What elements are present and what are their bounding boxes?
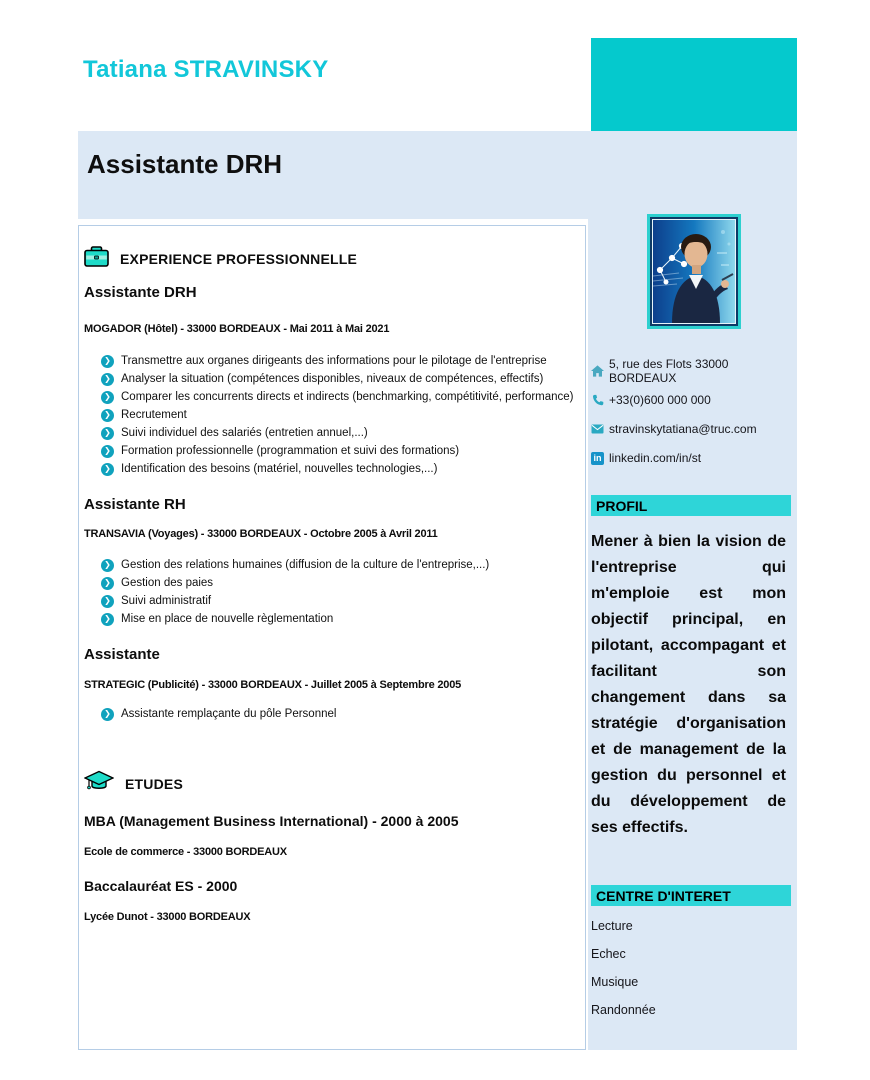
main-panel <box>78 225 586 1050</box>
chevron-circle-icon <box>101 355 114 368</box>
chevron-circle-icon <box>101 463 114 476</box>
interests-list <box>591 919 789 1017</box>
experience-section-header <box>84 246 579 272</box>
chevron-circle-icon <box>101 427 114 440</box>
bullet-list <box>84 352 579 478</box>
interests-section-title: CENTRE D'INTERET <box>596 887 731 904</box>
bullet-list <box>84 705 579 723</box>
job-heading: Assistante RH <box>84 496 186 513</box>
interests-section-band <box>591 885 791 906</box>
candidate-name: Tatiana STRAVINSKY <box>83 56 329 83</box>
chevron-circle-icon <box>101 445 114 458</box>
education-title: MBA (Management Business International) - 2000 à 2005 <box>84 813 459 829</box>
graduation-cap-icon <box>84 770 114 798</box>
education-meta: Lycée Dunot - 33000 BORDEAUX <box>84 911 251 923</box>
interest-item: Echec <box>591 947 626 961</box>
header-accent-block <box>591 38 797 131</box>
profile-section-band <box>591 495 791 516</box>
chevron-circle-icon <box>101 595 114 608</box>
interest-item: Musique <box>591 975 639 989</box>
bullet-text: Identification des besoins (matériel, nouvelles technologies,...) <box>121 463 438 475</box>
bullet-item <box>101 442 579 460</box>
bullet-item <box>101 592 579 610</box>
contact-row-address <box>591 357 789 385</box>
bullet-text: Gestion des relations humaines (diffusion de la culture de l'entreprise,...) <box>121 559 490 571</box>
bullet-item <box>101 406 579 424</box>
bullet-text: Transmettre aux organes dirigeants des informations pour le pilotage de l'entreprise <box>121 355 547 367</box>
bullet-text: Recrutement <box>121 409 187 421</box>
bullet-text: Comparer les concurrents directs et indirects (benchmarking, compétitivité, performance) <box>121 391 574 403</box>
job-meta: TRANSAVIA (Voyages) - 33000 BORDEAUX - Octobre 2005 à Avril 2011 <box>84 528 438 540</box>
interest-item: Randonnée <box>591 1003 656 1017</box>
bullet-text: Mise en place de nouvelle règlementation <box>121 613 334 625</box>
education-section-header <box>84 771 579 797</box>
job-title-band <box>78 131 797 219</box>
chevron-circle-icon <box>101 708 114 721</box>
bullet-text: Analyser la situation (compétences disponibles, niveaux de compétences, effectifs) <box>121 373 544 385</box>
job-title: Assistante DRH <box>87 149 283 179</box>
bullet-list <box>84 556 579 628</box>
bullet-item <box>101 424 579 442</box>
bullet-text: Gestion des paies <box>121 577 214 589</box>
briefcase-icon <box>84 246 109 272</box>
contact-row-linkedin <box>591 451 789 465</box>
bullet-item <box>101 705 579 723</box>
interest-item: Lecture <box>591 919 633 933</box>
profile-section-title: PROFIL <box>596 497 648 514</box>
bullet-item <box>101 352 579 370</box>
home-icon <box>591 365 604 377</box>
bullet-item <box>101 574 579 592</box>
profile-text: Mener à bien la vision de l'entreprise qui m'emploie est mon objectif principal, en pilotant, accompagant et facilitant son changement dans sa stratégie d'organisation et de management de la gestion du personnel et du développement de ses effectifs. <box>591 533 786 836</box>
contact-email: stravinskytatiana@truc.com <box>609 422 757 436</box>
sidebar <box>588 219 797 1050</box>
job-heading: Assistante DRH <box>84 284 197 301</box>
contact-phone: +33(0)600 000 000 <box>609 393 711 407</box>
bullet-text: Suivi individuel des salariés (entretien annuel,...) <box>121 427 368 439</box>
education-meta: Ecole de commerce - 33000 BORDEAUX <box>84 846 287 858</box>
chevron-circle-icon <box>101 409 114 422</box>
envelope-icon <box>591 424 604 434</box>
bullet-item <box>101 460 579 478</box>
bullet-item <box>101 556 579 574</box>
contact-row-email <box>591 422 789 436</box>
bullet-item <box>101 370 579 388</box>
education-title: Baccalauréat ES - 2000 <box>84 878 238 894</box>
job-meta: STRATEGIC (Publicité) - 33000 BORDEAUX - Juillet 2005 à Septembre 2005 <box>84 679 462 691</box>
chevron-circle-icon <box>101 373 114 386</box>
bullet-item <box>101 610 579 628</box>
experience-section-title: EXPERIENCE PROFESSIONNELLE <box>120 251 358 267</box>
education-section-title: ETUDES <box>125 776 183 792</box>
contact-row-phone <box>591 393 789 407</box>
job-heading: Assistante <box>84 646 160 663</box>
bullet-text: Assistante remplaçante du pôle Personnel <box>121 708 337 720</box>
linkedin-icon: in <box>591 452 604 465</box>
contact-address: 5, rue des Flots 33000 BORDEAUX <box>609 357 729 385</box>
bullet-item <box>101 388 579 406</box>
chevron-circle-icon <box>101 559 114 572</box>
chevron-circle-icon <box>101 613 114 626</box>
job-meta: MOGADOR (Hôtel) - 33000 BORDEAUX - Mai 2011 à Mai 2021 <box>84 323 390 335</box>
chevron-circle-icon <box>101 577 114 590</box>
bullet-text: Suivi administratif <box>121 595 212 607</box>
bullet-text: Formation professionnelle (programmation et suivi des formations) <box>121 445 460 457</box>
profile-photo <box>647 214 741 329</box>
chevron-circle-icon <box>101 391 114 404</box>
phone-icon <box>591 394 604 406</box>
contact-linkedin: linkedin.com/in/st <box>609 451 702 465</box>
